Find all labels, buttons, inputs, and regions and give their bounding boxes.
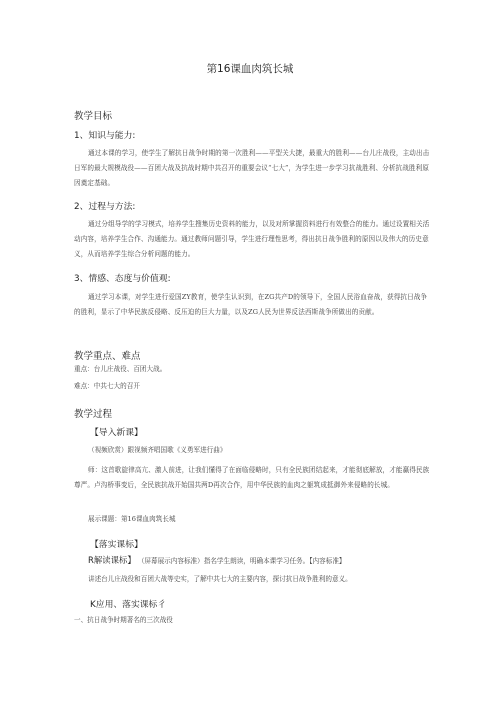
apply-heading: K应用、落实课标彳	[90, 600, 167, 610]
teaching-process-heading: 教学过程	[74, 409, 113, 420]
battles-line: 一、抗日战争时期著名的三次战役	[74, 616, 173, 624]
process-method-paragraph: 通过分组导学的学习模式，培养学生搜集历史资料的能力，以及对所掌握资料进行有效整合的能力。通过设置相关活动内容，培养学生合作、沟通能力。通过教师问题引导，学生进行理性思考，得出抗日战争胜利的原因以及伟大的历史意义，从而培养学生综合分析问题的能力。	[74, 220, 430, 258]
process-method-heading: 2、过程与方法:	[74, 202, 136, 212]
topic-line: 展示课题：第16课血肉筑长城	[88, 515, 176, 523]
content-standard-line: 讲述台儿庄战役和百团大战等史实，了解中共七大的主要内容，探讨抗日战争胜利的意义。	[88, 575, 352, 583]
emotion-paragraph: 通过学习本课，对学生进行爱国ZY教育，使学生认识到，在ZG共产D的领导下，全国人民浴血奋战，获得抗日战争的胜利，显示了中华民族反侵略、反压迫的巨大力量，以及ZG人民为世界反法西斯战争所做出的贡献。	[74, 293, 428, 316]
emotion-heading: 3、情感、态度与价值观:	[74, 274, 171, 284]
intro-heading: 【导入新课】	[90, 428, 143, 438]
knowledge-heading: 1、知识与能力:	[74, 131, 136, 141]
difficulty-line: 难点：中共七大的召开	[74, 382, 140, 390]
objectives-heading: 教学目标	[74, 111, 113, 122]
key-point-line: 重点：台儿庄战役、百团大战。	[74, 365, 167, 373]
key-points-heading: 教学重点、难点	[74, 351, 141, 362]
teacher-paragraph: 师：这首歌旋律高亢、激人前进，让我们懂得了在面临侵略时，只有全民族团结起来，才能彻底解放，才能赢得民族尊严。卢沟桥事变后，全民族抗战开始国共两D再次合作，用中华民族的血肉之躯筑成抵御外来侵略的长城。	[74, 466, 430, 489]
page-title: 第16课血肉筑长城	[206, 63, 294, 75]
read-standard-text: （屏幕展示内容标准）指名学生朗读，明确本课学习任务。【内容标准】	[137, 557, 346, 565]
read-standard-line	[88, 553, 346, 569]
standard-heading: 【落实课标】	[90, 540, 143, 550]
knowledge-paragraph: 通过本课的学习，使学生了解抗日战争时期的第一次胜利——平型关大捷，最重大的胜利——台儿庄战役，主动出击日军的最大规模战役——百团大战及抗战时期中共召开的重要会议“七大”，为学生进一步学习抗战胜利、分析抗战胜利原因奠定基础。	[74, 149, 430, 187]
video-line: （视频欣赏）跟视频齐唱国歌《义勇军进行曲》	[88, 446, 227, 454]
read-standard-label: R解读课标】	[88, 555, 136, 565]
